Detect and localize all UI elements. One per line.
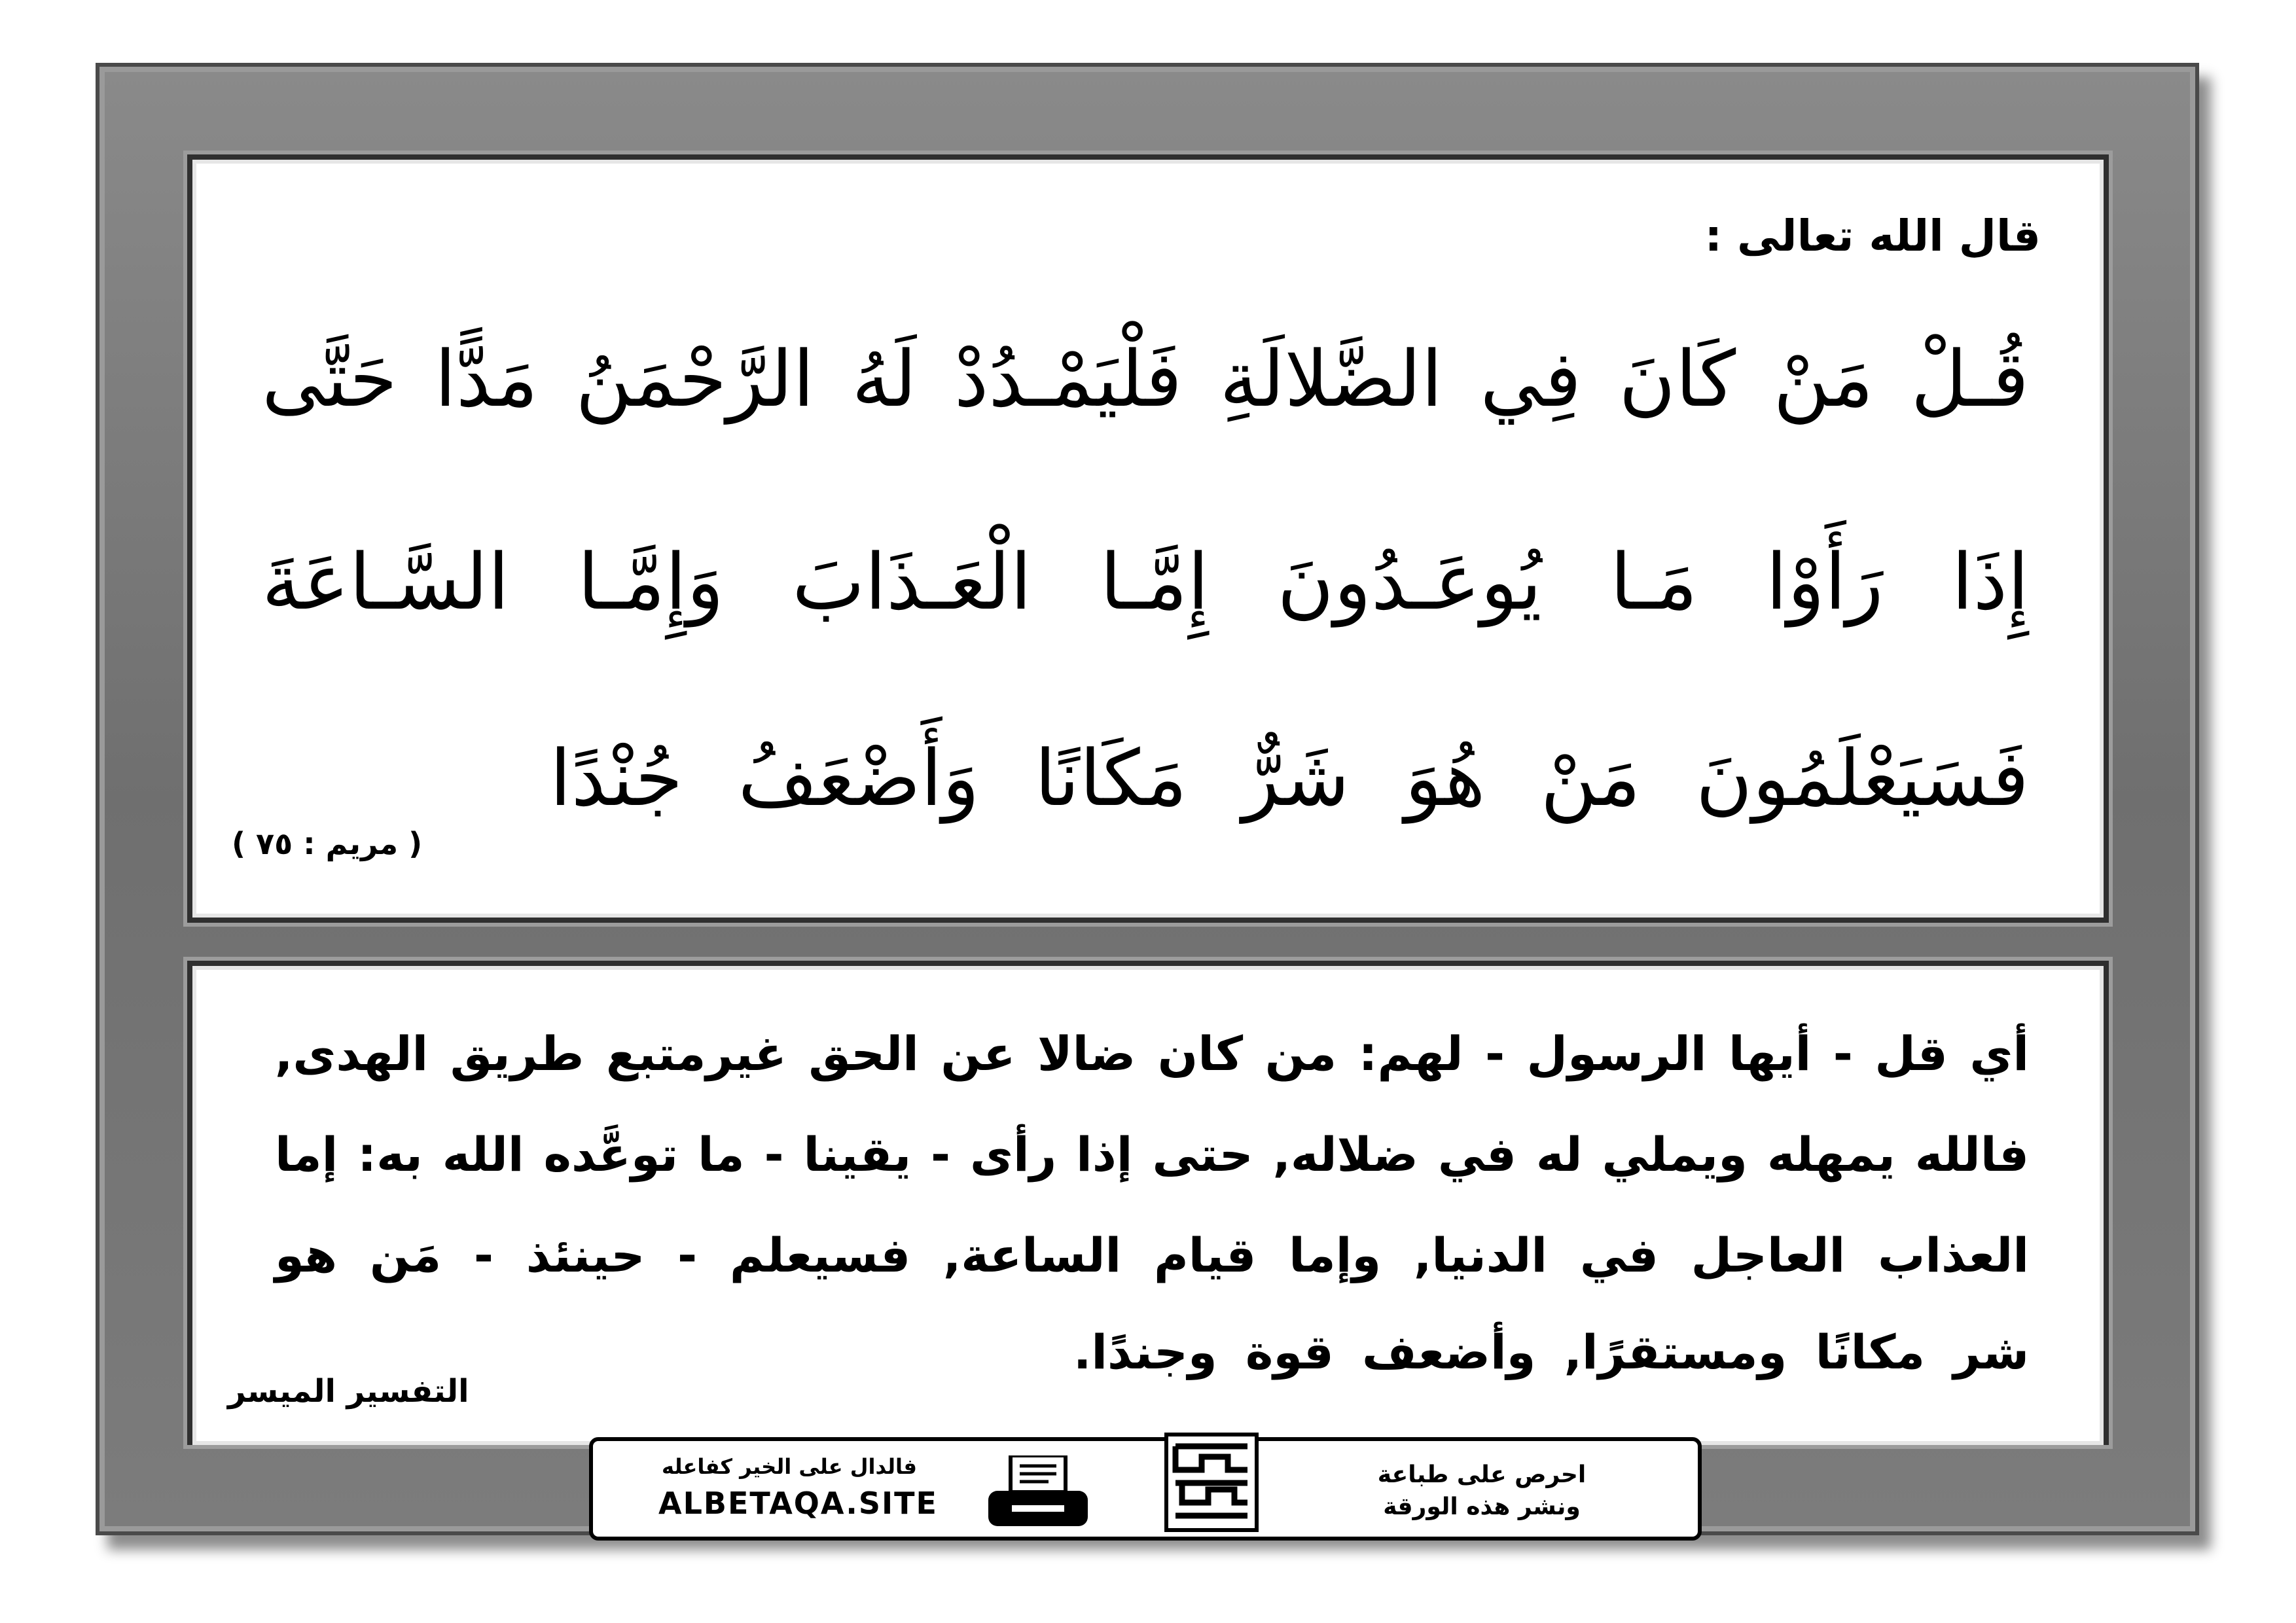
printer-icon — [986, 1455, 1090, 1527]
tafsir-source: التفسير الميسر — [228, 1373, 469, 1410]
verse-line-3: فَسَيَعْلَمُونَ مَنْ هُوَ شَرٌّ مَكَانًا وَأَضْعَفُ جُنْدًا — [550, 733, 2029, 823]
footer-right-block — [1325, 1459, 1639, 1523]
footer-right-line-1: احرص على طباعة — [1377, 1461, 1587, 1488]
tafsir-line-4: شر مكانًا ومستقرًا, وأضعف قوة وجندًا. — [1073, 1325, 2029, 1380]
footer-bar — [589, 1437, 1702, 1541]
footer-right-line-2: ونشر هذه الورقة — [1383, 1493, 1581, 1520]
dawat-alwaraqa-logo — [1162, 1431, 1261, 1534]
verse-line-2: إِذَا رَأَوْا مَـا يُوعَـدُونَ إِمَّـا الْعَـذَابَ وَإِمَّـا السَّـاعَةَ — [262, 537, 2029, 627]
footer-left-block — [658, 1454, 938, 1521]
footer-tagline: فالدال على الخير كفاعله — [662, 1454, 917, 1479]
footer-site-link[interactable]: ALBETAQA.SITE — [658, 1486, 938, 1521]
verse-intro: قال الله تعالى : — [1704, 211, 2041, 261]
verse-reference: ( مريم : ٧٥ ) — [232, 826, 423, 861]
tafsir-line-2: فالله يمهله ويملي له في ضلاله, حتى إذا رأى - يقينا - ما توعَّده الله به: إما — [275, 1127, 2029, 1182]
verse-line-1: قُـلْ مَنْ كَانَ فِي الضَّلالَةِ فَلْيَمْـدُدْ لَهُ الرَّحْمَنُ مَدًّا حَتَّى — [262, 334, 2029, 424]
tafsir-line-3: العذاب العاجل في الدنيا, وإما قيام الساعة, فسيعلم - حينئذ - مَن هو — [275, 1228, 2029, 1283]
tafsir-line-1: أي قل - أيها الرسول - لهم: من كان ضالا عن الحق غيرمتبع طريق الهدى, — [275, 1026, 2029, 1081]
